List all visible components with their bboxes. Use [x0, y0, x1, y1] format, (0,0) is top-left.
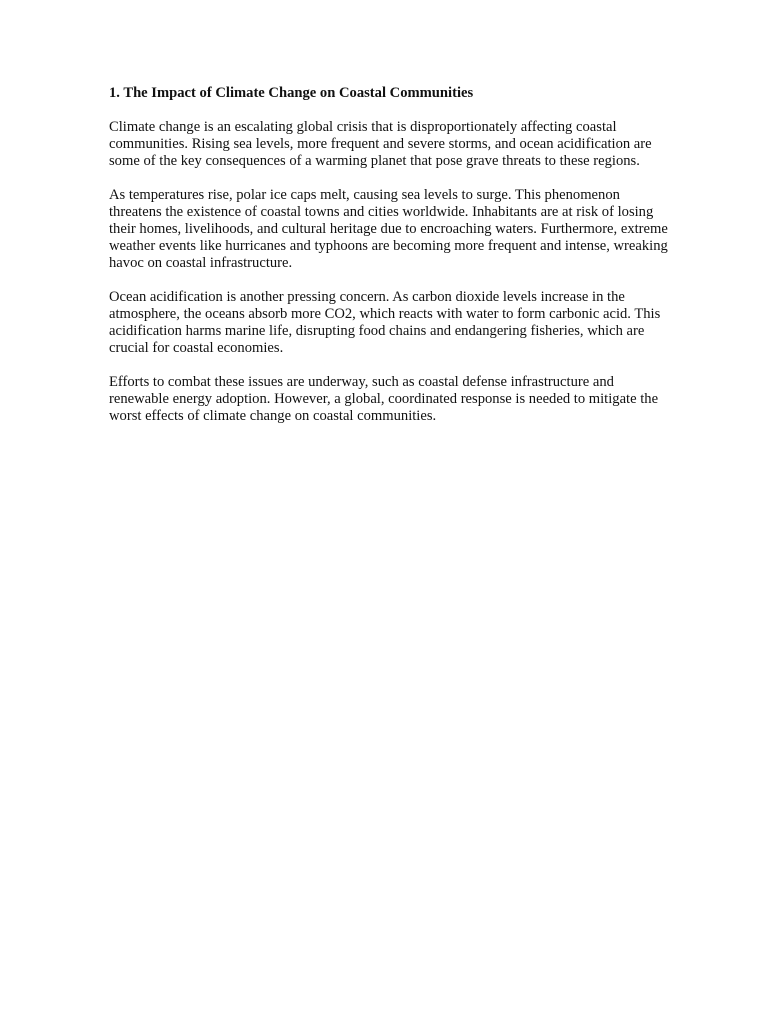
- paragraph-sea-levels: As temperatures rise, polar ice caps melt, causing sea levels to surge. This phenomenon threatens the existence of coastal towns and cities worldwide. Inhabitants are at risk of losing their homes, livelihoods, and cultural heritage due to encroaching waters. Furthermore, extreme weather events like hurricanes and typhoons are becoming more frequent and intense, wreaking havoc on coastal infrastructure.: [109, 187, 668, 271]
- paragraph-acidification: Ocean acidification is another pressing concern. As carbon dioxide levels increase in the atmosphere, the oceans absorb more CO2, which reacts with water to form carbonic acid. This acidification harms marine life, disrupting food chains and endangering fisheries, which are crucial for coastal economies.: [109, 289, 661, 356]
- document-title: 1. The Impact of Climate Change on Coastal Communities: [109, 85, 474, 101]
- document-page: [109, 84, 669, 442]
- paragraph-intro: Climate change is an escalating global crisis that is disproportionately affecting coastal communities. Rising sea levels, more frequent and severe storms, and ocean acidification are some of the key consequences of a warming planet that pose grave threats to these regions.: [109, 119, 652, 169]
- paragraph-efforts: Efforts to combat these issues are underway, such as coastal defense infrastructure and renewable energy adoption. However, a global, coordinated response is needed to mitigate the worst effects of climate change on coastal communities.: [109, 374, 659, 424]
